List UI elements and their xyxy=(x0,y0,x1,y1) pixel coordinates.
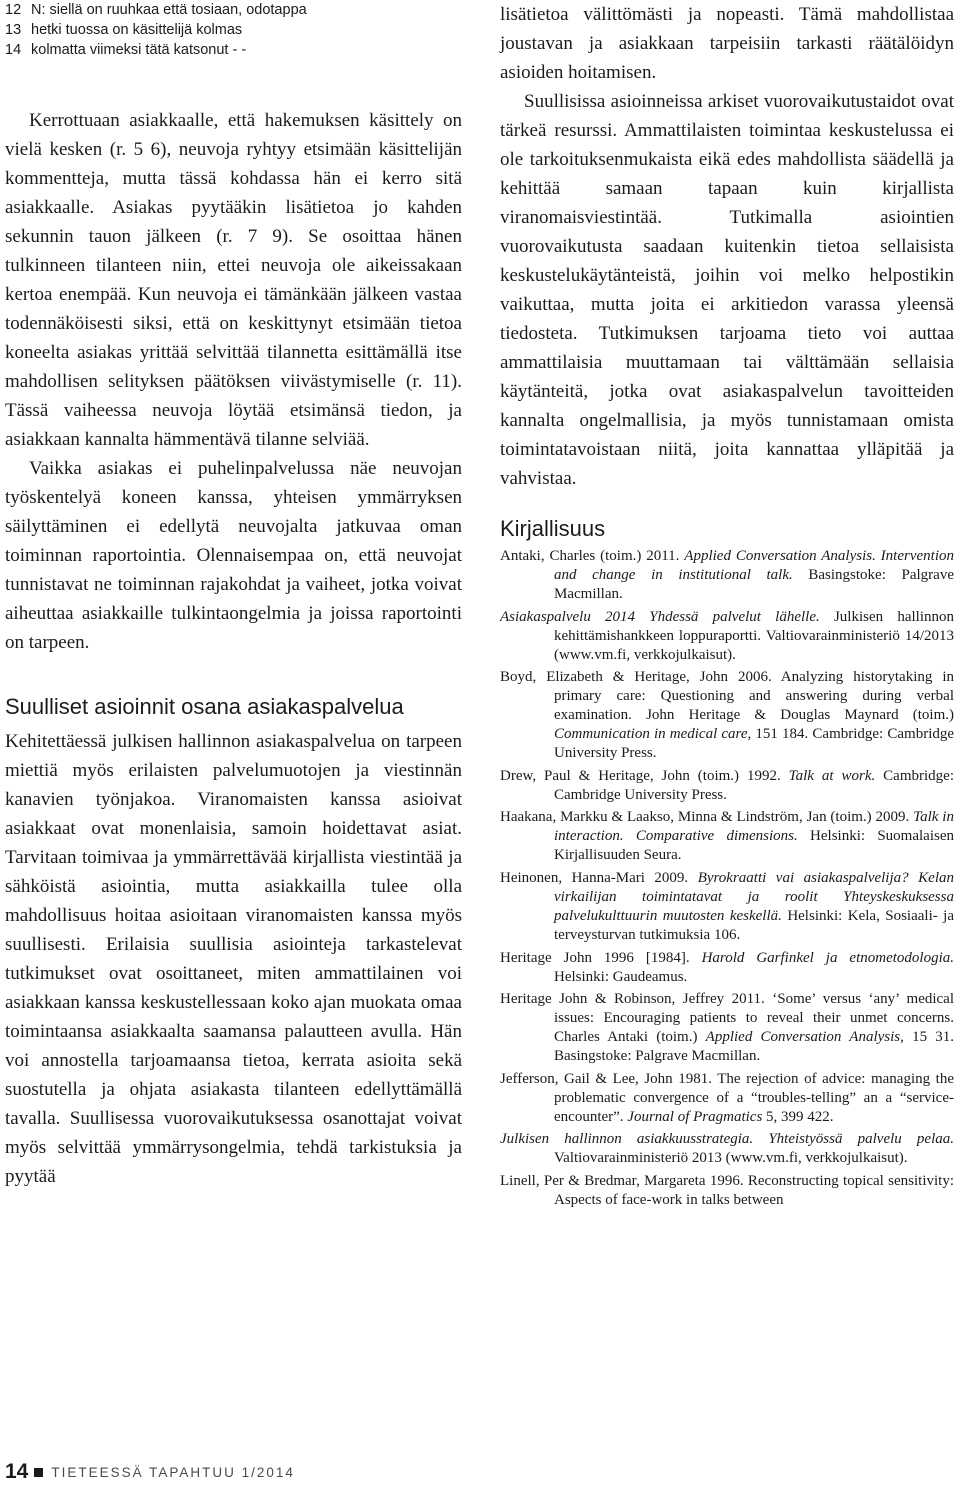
reference-item: Drew, Paul & Heritage, John (toim.) 1992. Talk at work. Cambridge: Cambridge University Press. xyxy=(500,767,954,803)
line-text: kolmatta viimeksi tätä katsonut - - xyxy=(31,42,247,58)
reference-list xyxy=(500,547,954,1210)
line-number: 14 xyxy=(5,42,22,58)
square-bullet-icon xyxy=(34,1468,43,1477)
reference-item: Asiakaspalvelu 2014 Yhdessä palvelut lähelle. Julkisen hallinnon kehittämishankkeen loppuraportti. Valtiovarainministeriö 14/2013 (www.vm.fi, verkkojulkaisut). xyxy=(500,608,955,663)
transcript-line xyxy=(5,40,462,60)
body-paragraph: lisätietoa välittömästi ja nopeasti. Tämä mahdollistaa joustavan ja asiakkaan tarpeisiin tarkasti räätälöidyn asioiden hoitamisen. xyxy=(500,4,954,83)
reference-item: Jefferson, Gail & Lee, John 1981. The rejection of advice: managing the problematic convergence of a “troubles-telling” an a “service-encounter”. Journal of Pragmatics 5, 399 422. xyxy=(500,1070,954,1125)
reference-item: Haakana, Markku & Laakso, Minna & Lindström, Jan (toim.) 2009. Talk in interaction. Comparative dimensions. Helsinki: Suomalaisen Kirjallisuuden Seura. xyxy=(500,809,954,864)
line-number: 13 xyxy=(5,22,22,38)
reference-item: Heritage John 1996 [1984]. Harold Garfinkel ja etnometodologia. Helsinki: Gaudeamus. xyxy=(500,949,954,985)
section-heading: Suulliset asioinnit osana asiakaspalvelua xyxy=(5,694,404,719)
line-number: 12 xyxy=(5,2,22,18)
reference-item: Heinonen, Hanna-Mari 2009. Byrokraatti vai asiakaspalvelija? Kelan virkailijan toimintatavat ja roolit Yhteyskeskuksessa palvelukulttuurin muutosten keskellä. Helsinki: Kela, Sosiaali- ja terveysturvan tutkimuksia 106. xyxy=(500,869,954,943)
reference-item: Linell, Per & Bredmar, Margareta 1996. Reconstructing topical sensitivity: Aspects of face-work in talks between xyxy=(500,1172,954,1208)
right-body-text xyxy=(500,0,954,493)
body-paragraph: Kehitettäessä julkisen hallinnon asiakaspalvelua on tarpeen miettiä myös erilaisten palvelumuotojen ja viestinnän kanavien työnjakoa. Viranomaisten kanssa asioivat asiakkaat ovat monenlaisia, samoin hoidettavat asiat. Tarvitaan toimivaa ja ymmärrettävää kirjallista viestintää ja sähköistä asiointia, mutta asiakkailla tulee olla mahdollisuus hoitaa asioitaan viranomaisten kanssa myös suullisesti. Erilaisia suullisia asiointeja tarkastelevat tutkimukset ovat osoittaneet, miten ammattilainen voi asiakkaan kanssa keskustellessaan koko ajan muokata omaa toimintaansa asiakkaalta saamansa palautteen avulla. Hän voi annostella tarjoamaansa tietoa, kerrata asioita sekä suostutella ja ohjata asiakasta tilanteen edellyttämällä tavalla. Suullisessa vuorovaikutuksessa osanottajat voivat myös selvittää ymmärrysongelmia, tehdä tarkistuksia ja pyytää xyxy=(5,731,462,1187)
page-number: 14 xyxy=(5,1460,29,1483)
reference-item: Heritage John & Robinson, Jeffrey 2011. ‘Some’ versus ‘any’ medical issues: Encouraging patients to reveal their unmet concerns. Charles Antaki (toim.) Applied Conversation Analysis, 15 31. Basingstoke: Palgrave Macmillan. xyxy=(500,991,955,1065)
section-body-text xyxy=(5,727,462,1191)
left-body-text xyxy=(5,106,462,657)
journal-name: TIETEESSÄ TAPAHTUU 1/2014 xyxy=(51,1464,295,1480)
references-heading: Kirjallisuus xyxy=(500,516,606,541)
page-footer xyxy=(5,1460,295,1484)
left-column xyxy=(5,0,462,1191)
transcript-line xyxy=(5,0,462,20)
line-text: hetki tuossa on käsittelijä kolmas xyxy=(31,22,243,38)
transcript-line xyxy=(5,20,462,40)
body-paragraph: Vaikka asiakas ei puhelinpalvelussa näe neuvojan työskentelyä koneen kanssa, yhteisen ymmärryksen säilyttäminen ei edellytä neuvojalta jatkuvaa oman toiminnan raportointia. Olennaisempaa on, että neuvojat tunnistavat ne toiminnan rajakohdat ja vaiheet, jotka voivat aiheuttaa asiakkaille tulkintaongelmia ja joissa raportointi on tarpeen. xyxy=(5,458,462,653)
body-paragraph: Kerrottuaan asiakkaalle, että hakemuksen käsittely on vielä kesken (r. 5 6), neuvoja ryhtyy etsimään käsittelijän kommentteja, mutta tässä kohdassa hän ei kerro sitä asiakkaalle. Asiakas pyytääkin lisätietoa jo kahden sekunnin tauon jälkeen (r. 7 9). Se osoittaa hänen tulkinneen tilanteen niin, ettei neuvoja ole aikeissakaan kertoa enempää. Kun neuvoja ei tämänkään jälkeen vastaa todennäköisesti siksi, että on keskittynyt etsimään tietoa koneelta asiakas yrittää selvittää tilannetta esittämällä itse mahdollisen selityksen päätöksen viivästymiselle (r. 11). Tässä vaiheessa neuvoja löytää etsimänsä tiedon, ja asiakkaan kannalta hämmentävä tilanne selviää. xyxy=(5,110,462,450)
line-text: N: siellä on ruuhkaa että tosiaan, odotappa xyxy=(31,2,307,18)
right-column xyxy=(500,0,954,1214)
body-paragraph: Suullisissa asioinneissa arkiset vuorovaikutustaidot ovat tärkeä resurssi. Ammattilaisten toimintaa keskustelussa ei ole tarkoituksenmukaista eikä edes mahdollista säädellä ja kehittää samaan tapaan kuin kirjallista viranomaisviestintää. Tutkimalla asiointien vuorovaikutusta saadaan kuitenkin tietoa sellaisista keskustelukäytänteistä, joihin voi melko helpostikin vaikuttaa, mutta joita ei arkitiedon varassa yleensä tiedosteta. Tutkimuksen tarjoama tieto voi auttaa ammattilaisia muuttamaan tai välttämään sellaisia käytänteitä, jotka ovat asiakaspalvelun tavoitteiden kannalta ongelmallisia, ja myös tunnistamaan omista toimintatavoistaan niitä, joita kannattaa ylläpitää ja vahvistaa. xyxy=(500,91,954,489)
reference-item: Julkisen hallinnon asiakkuusstrategia. Yhteistyössä palvelu pelaa. Valtiovarainministeriö 2013 (www.vm.fi, verkkojulkaisut). xyxy=(500,1131,954,1167)
reference-item: Boyd, Elizabeth & Heritage, John 2006. Analyzing historytaking in primary care: Questioning and answering during verbal examination. John Heritage & Douglas Maynard (toim.) Communication in medical care, 151 184. Cambridge: Cambridge University Press. xyxy=(500,669,955,762)
reference-item: Antaki, Charles (toim.) 2011. Applied Conversation Analysis. Intervention and change in institutional talk. Basingstoke: Palgrave Macmillan. xyxy=(500,548,954,602)
transcript-excerpt xyxy=(5,0,462,60)
